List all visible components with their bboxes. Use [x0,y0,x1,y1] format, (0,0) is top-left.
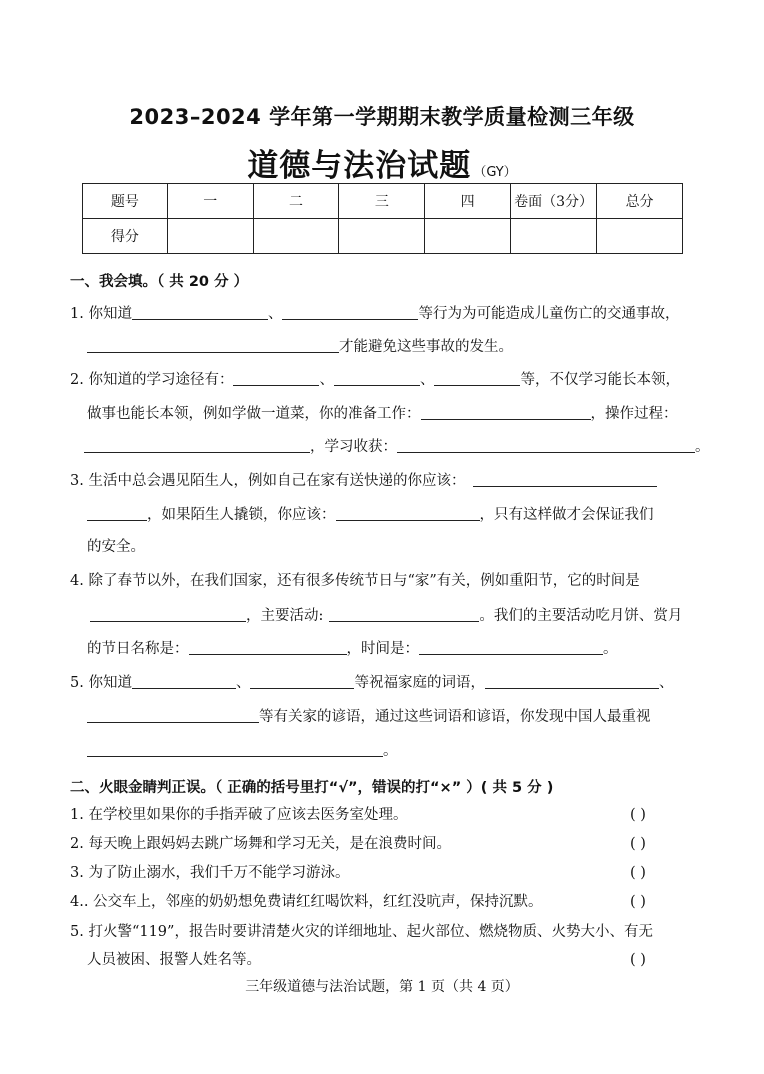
answer-blank[interactable] [90,605,246,622]
answer-blank[interactable] [329,605,479,622]
q1-line2 [87,336,513,357]
q4-text: 的节日名称是： [87,641,189,657]
score-cell[interactable] [597,219,683,254]
q2-text: 做事也能长本领，例如学做一道菜，你的准备工作： [87,406,421,422]
answer-blank[interactable] [87,740,383,757]
q2-text: ，操作过程： [590,406,678,422]
q4-text: 。我们的主要活动吃月饼、赏月 [479,608,683,624]
answer-blank[interactable] [132,672,236,689]
answer-blank[interactable] [84,436,310,453]
q2-text: 。 [695,439,710,455]
main-title [0,140,764,185]
score-header-cell: 四 [425,184,511,219]
score-table-score-row [83,219,683,254]
answer-blank[interactable] [473,470,657,487]
answer-blank[interactable] [282,303,418,320]
score-cell[interactable] [339,219,425,254]
main-title-text: 道德与法治试题 [247,148,472,184]
score-row-label: 得分 [83,219,168,254]
q4-line1: 4. 除了春节以外，在我们国家，还有很多传统节日与“家”有关，例如重阳节，它的时间是 [70,573,640,589]
answer-blank[interactable] [334,369,420,386]
q3-text: 3. 生活中总会遇见陌生人，例如自己在家有送快递的你应该： [70,473,466,489]
q5-line1 [70,672,673,693]
score-cell[interactable] [167,219,253,254]
main-title-suffix: （GY） [473,165,517,180]
q5-text: 、 [235,675,251,691]
answer-blank[interactable] [132,303,268,320]
q4-text: ，时间是： [346,641,419,657]
answer-paren[interactable]: ( ) [630,836,646,852]
q2-line3 [84,436,710,457]
answer-blank[interactable] [419,638,603,655]
score-header-cell: 一 [167,184,253,219]
q4-line3 [87,638,618,659]
q1-text: 、 [267,306,283,322]
q1-text: 1. 你知道 [70,306,132,322]
answer-blank[interactable] [87,504,147,521]
answer-paren[interactable]: ( ) [630,807,646,823]
score-header-cell: 二 [253,184,339,219]
q2-line1 [70,369,680,390]
q3-text: ，如果陌生人撬锁，你应该： [147,507,336,523]
score-header-cell: 题号 [83,184,168,219]
section2-title: 二、火眼金睛判正误。（ 正确的括号里打“√”，错误的打“×” ）( 共 5 分 ) [70,780,554,796]
judge-item-continued: 人员被困、报警人姓名等。 [87,952,261,968]
q2-text: 等，不仅学习能长本领， [520,372,680,388]
q1-text: 等行为为可能造成儿童伤亡的交通事故， [418,306,680,322]
q5-text: 。 [383,743,398,759]
answer-paren[interactable]: ( ) [630,952,646,968]
answer-paren[interactable]: ( ) [630,894,646,910]
judge-item: 2. 每天晚上跟妈妈去跳广场舞和学习无关，是在浪费时间。 [70,836,451,852]
score-header-cell: 卷面（3分） [511,184,597,219]
score-cell[interactable] [425,219,511,254]
q5-text: 5. 你知道 [70,675,132,691]
exam-title: 2023–2024 学年第一学期期末教学质量检测三年级 [129,105,635,129]
score-table-header-row [83,184,683,219]
q2-text: 2. 你知道的学习途径有： [70,372,234,388]
score-table [82,183,683,254]
q2-text: 、 [419,372,435,388]
answer-blank[interactable] [250,672,354,689]
page-footer: 三年级道德与法治试题，第 1 页（共 4 页） [245,979,519,995]
q3-text: ，只有这样做才会保证我们 [479,507,654,523]
answer-blank[interactable] [421,403,591,420]
q5-text: 等祝福家庭的词语， [354,675,485,691]
judge-item: 3. 为了防止溺水，我们千万不能学习游泳。 [70,865,350,881]
q1-text: 才能避免这些事故的发生。 [339,339,513,355]
q2-text: ，学习收获： [310,439,397,455]
q4-text: ，主要活动: [246,608,324,624]
answer-blank[interactable] [189,638,347,655]
score-header-cell: 三 [339,184,425,219]
q5-text: 、 [658,675,674,691]
answer-blank[interactable] [87,706,259,723]
score-header-cell: 总分 [597,184,683,219]
q2-line2 [87,403,678,424]
answer-blank[interactable] [397,436,695,453]
answer-blank[interactable] [87,336,339,353]
judge-item: 1. 在学校里如果你的手指弄破了应该去医务室处理。 [70,807,408,823]
answer-blank[interactable] [233,369,319,386]
score-cell[interactable] [253,219,339,254]
judge-item: 4.. 公交车上，邻座的奶奶想免费请红红喝饮料，红红没吭声，保持沉默。 [70,894,543,910]
q5-line3 [87,740,398,761]
section1-title: 一、我会填。（ 共 20 分 ） [70,274,249,290]
q3-line2 [87,504,654,525]
q4-text: 。 [603,641,618,657]
q5-text: 等有关家的谚语，通过这些词语和谚语，你发现中国人最重视 [259,709,651,725]
answer-blank[interactable] [336,504,480,521]
q3-line3: 的安全。 [87,539,145,555]
judge-item: 5. 打火警“119”，报告时要讲清楚火灾的详细地址、起火部位、燃烧物质、火势大小、有无 [70,924,653,940]
q1-line1 [70,303,679,324]
q3-line1 [70,470,657,491]
q4-line2 [90,605,682,626]
q2-text: 、 [319,372,334,388]
answer-blank[interactable] [485,672,659,689]
answer-paren[interactable]: ( ) [630,865,646,881]
answer-blank[interactable] [434,369,520,386]
score-cell[interactable] [511,219,597,254]
q5-line2 [87,706,651,727]
